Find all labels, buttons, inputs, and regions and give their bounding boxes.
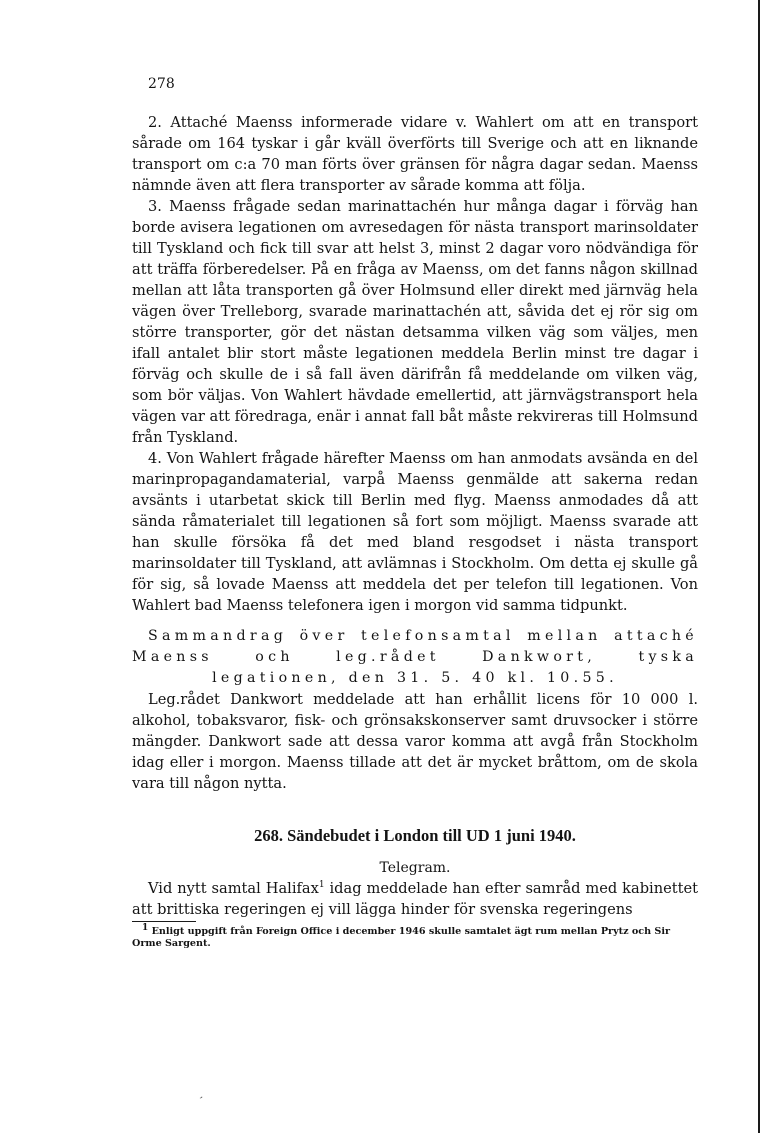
summary-text: Leg.rådet Dankwort meddelade att han erhållit licens för 10 000 l. alkohol, tobaksvaror, fisk- och grönsakskonserver samt druvsocker i större mängder. Dankwort sade att dessa varor komma att avgå från Stockholm idag eller i morgon. Maenss tillade att det är mycket bråttom, om de skola vara till någon nytta.: [132, 691, 698, 792]
document-text: [132, 878, 698, 920]
document-heading: 268. Sändebudet i London till UD 1 juni 1940.: [254, 826, 576, 845]
paragraph-3: 3. Maenss frågade sedan marinattachén hur många dagar i förväg han borde avisera legationen om avresedagen för nästa transport marinsoldater till Tyskland och fick till svar att helst 3, minst 2 dagar voro nödvändiga för att träffa förberedelser. På en fråga av Maenss, om det fanns någon skillnad mellan att låta transporten gå över Holmsund eller direkt med järnväg hela vägen över Trelleborg, svarade marinattachén att, såvida det ej rör sig om större transporter, gör det nästan detsamma vilken väg som väljes, men ifall antalet blir stort måste legationen meddela Berlin minst tre dagar i förväg och skulle de i så fall även därifrån få meddelande om vilken väg, som bör väljas. Von Wahlert hävdade emellertid, att järnvägstransport hela vägen var att föredraga, enär i annat fall båt måste rekvireras till Holmsund från Tyskland.: [132, 198, 698, 446]
footnote-text: Enligt uppgift från Foreign Office i december 1946 skulle samtalet ägt rum mellan Prytz och Sir Orme Sargent.: [132, 926, 671, 949]
phone-summary: [132, 626, 698, 794]
document-text-rest: idag meddelade han efter samråd med kabinettet att brittiska regeringen ej vill lägga hinder för svenska regeringens: [132, 880, 698, 918]
document-subtitle: Telegram.: [379, 860, 451, 876]
footnote-reference: 1: [318, 880, 325, 891]
footnote: [132, 922, 698, 950]
scan-speck: ,: [198, 1089, 207, 1102]
paragraph-4: 4. Von Wahlert frågade härefter Maenss om han anmodats avsända en del marinpropagandamaterial, varpå Maenss genmälde att sakerna redan avsänts i utarbetat skick till Berlin med flyg. Maenss anmodades då att sända råmaterialet till legationen så fort som möjligt. Maenss svarade att han skulle försöka få det med bland resgodset i nästa transport marinsoldater till Tyskland, att avlämnas i Stockholm. Om detta ej skulle gå för sig, så lovade Maenss att meddela det per telefon till legationen. Von Wahlert bad Maenss telefonera igen i morgon vid samma tidpunkt.: [132, 450, 698, 614]
paragraph-2: 2. Attaché Maenss informerade vidare v. Wahlert om att en transport sårade om 164 tyskar i går kväll överförts till Sverige och att en liknande transport om c:a 70 man förts över gränsen för några dagar sedan. Maenss nämnde även att flera transporter av sårade komma att följa.: [132, 114, 698, 194]
document-text-start: Vid nytt samtal Halifax: [148, 880, 319, 897]
page-number: 278: [148, 76, 175, 92]
summary-heading: Sammandrag över telefonsamtal mellan attaché Maenss och leg.rådet Dankwort, tyska legationen, den 31. 5. 40 kl. 10.55.: [132, 628, 698, 686]
page-body: [132, 112, 698, 950]
footnote-marker: 1: [142, 922, 149, 933]
